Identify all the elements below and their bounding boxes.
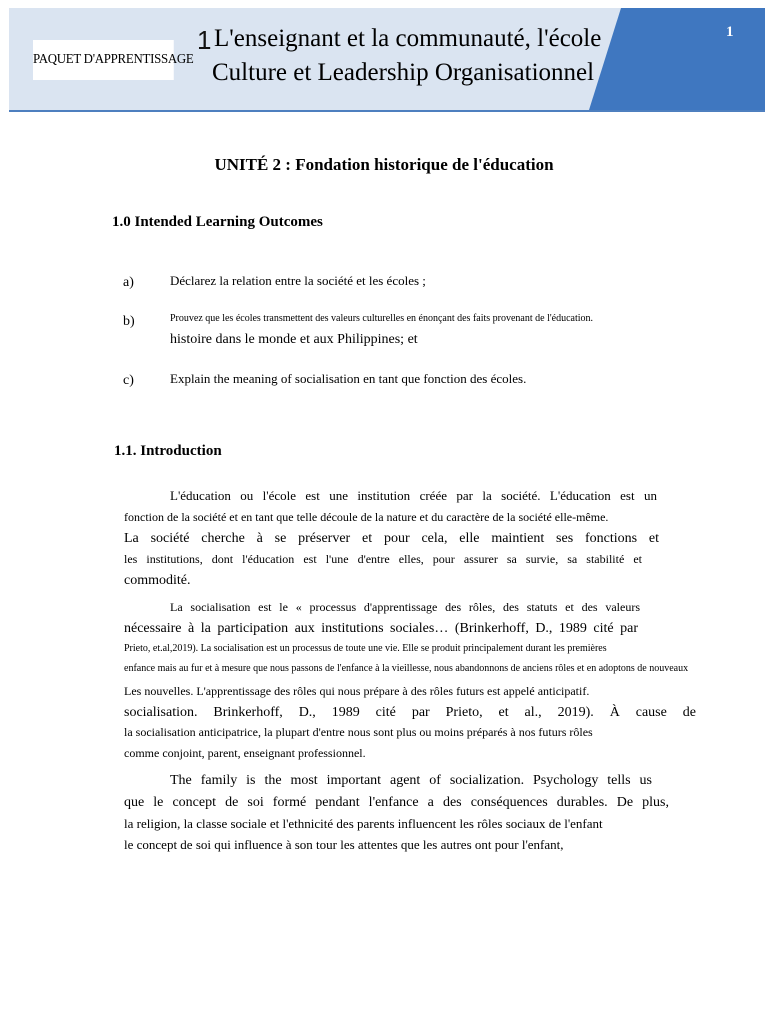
outcome-c-text: Explain the meaning of socialisation en tant que fonction des écoles. bbox=[170, 371, 527, 386]
intro-p1-line-2: fonction de la société et en tant que telle découle de la nature et du caractère de la société elle-même. bbox=[124, 510, 609, 524]
intro-p1-line-1: L'éducation ou l'école est une institution créée par la société. L'éducation est un bbox=[170, 488, 657, 503]
intro-p2-line-2: nécessaire à la participation aux institutions sociales… (Brinkerhoff, D., 1989 cité par bbox=[124, 621, 638, 636]
intro-p1-line-3: La société cherche à se préserver et pour cela, elle maintient ses fonctions et bbox=[124, 531, 659, 546]
intro-p3-line-4: le concept de soi qui influence à son tour les attentes que les autres ont pour l'enfant, bbox=[124, 837, 564, 852]
intro-p1-line-4: les institutions, dont l'éducation est l'une d'entre elles, pour assurer sa survie, sa stabilité et bbox=[124, 552, 642, 566]
intro-p3-line-2: que le concept de soi formé pendant l'enfance a des conséquences durables. De plus, bbox=[124, 795, 669, 810]
intro-p2-line-4: enfance mais au fur et à mesure que nous passons de l'enfance à la vieillesse, nous abandonnons de anciens rôles et en adoptons de nouveaux bbox=[124, 663, 689, 674]
unit-number: 1 bbox=[197, 25, 212, 55]
intro-p1-line-5: commodité. bbox=[124, 573, 191, 588]
outcomes-heading: 1.0 Intended Learning Outcomes bbox=[112, 214, 323, 230]
unit-title: UNITÉ 2 : Fondation historique de l'éducation bbox=[214, 155, 554, 174]
page-number: 1 bbox=[726, 24, 734, 40]
intro-p3-line-1: The family is the most important agent of socialization. Psychology tells us bbox=[170, 773, 652, 788]
intro-p2-line-7: la socialisation anticipatrice, la plupart d'entre nous sont plus ou moins préparés à nos futurs rôles bbox=[124, 725, 593, 739]
intro-p2-line-8: comme conjoint, parent, enseignant professionnel. bbox=[124, 746, 366, 760]
course-title-line-1: L'enseignant et la communauté, l'école bbox=[214, 25, 602, 52]
intro-p2-line-1: La socialisation est le « processus d'apprentissage des rôles, des statuts et des valeurs bbox=[170, 600, 640, 614]
introduction-heading: 1.1. Introduction bbox=[114, 443, 222, 459]
intro-p2-line-3: Prieto, et.al,2019). La socialisation est un processus de toute une vie. Elle se produit principalement durant les premières bbox=[124, 643, 607, 654]
outcome-b-text-line-1: Prouvez que les écoles transmettent des valeurs culturelles en énonçant des faits provenant de l'éducation. bbox=[170, 313, 594, 324]
outcome-b-text-line-2: histoire dans le monde et aux Philippines; et bbox=[170, 332, 418, 347]
intro-p3-line-3: la religion, la classe sociale et l'ethnicité des parents influencent les rôles sociaux de l'enfant bbox=[124, 816, 603, 831]
outcome-a-text: Déclarez la relation entre la société et les écoles ; bbox=[170, 273, 426, 288]
header-rule bbox=[9, 110, 765, 112]
course-title-line-2: Culture et Leadership Organisationnel bbox=[212, 59, 595, 86]
outcome-marker-a: a) bbox=[123, 275, 134, 290]
outcome-marker-c: c) bbox=[123, 373, 134, 388]
outcome-marker-b: b) bbox=[123, 314, 135, 329]
intro-p2-line-6: socialisation. Brinkerhoff, D., 1989 cité par Prieto, et al., 2019). À cause de bbox=[124, 705, 696, 720]
learning-packet-badge: PAQUET D'APPRENTISSAGE bbox=[33, 40, 174, 80]
intro-p2-line-5: Les nouvelles. L'apprentissage des rôles qui nous prépare à des rôles futurs est appelé anticipatif. bbox=[124, 684, 590, 698]
page-header bbox=[9, 8, 765, 112]
